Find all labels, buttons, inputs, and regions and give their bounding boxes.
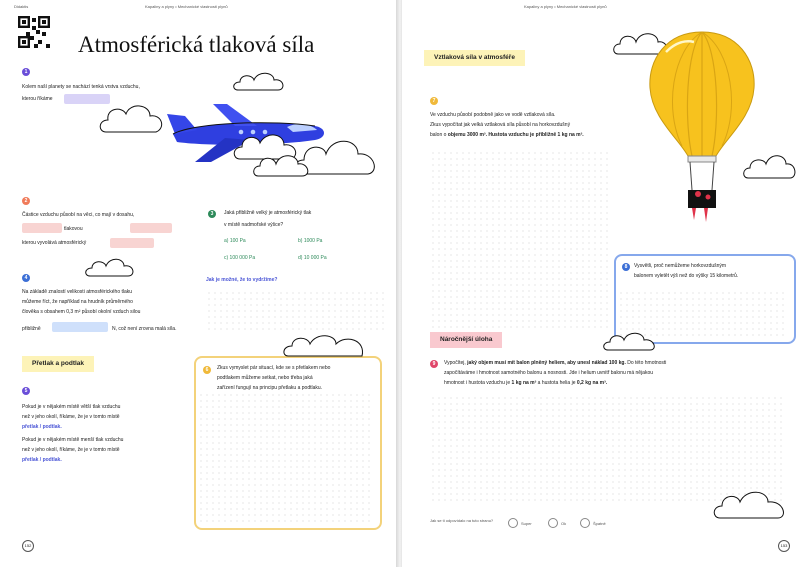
q9-line2: započítáváme i hmotnost samotného balonu a nosnosti. Jde i helium uvnitř balonu má nějakou [444, 370, 654, 376]
q2-line3: kterou vyvolává atmosférický [22, 240, 87, 246]
page-title: Atmosférická tlaková síla [78, 32, 315, 57]
q9-line1 [444, 359, 666, 367]
question-number-8: 8 [622, 263, 630, 271]
q4-line3: člověka s obsahem 0,3 m² působí okolní vzduch silou [22, 309, 141, 315]
rating-ok-label: Ok [561, 520, 567, 526]
qr-code-icon[interactable] [18, 16, 50, 48]
cloud-icon [252, 150, 314, 180]
page-number-right: 153 [778, 540, 790, 552]
q4-line4-end: N, což není zrovna malá síla. [112, 326, 177, 332]
q2-line2: tlakovou [64, 226, 83, 232]
question-number-5: 5 [22, 387, 30, 395]
left-page [0, 0, 398, 567]
q9-air-density: 1 kg na m³ [511, 380, 537, 386]
q2-answer-field-3[interactable] [110, 238, 154, 248]
q4-line1: Na základě znalostí velikosti atmosférického tlaku [22, 289, 133, 295]
q5-p1-line2: než v jeho okolí, říkáme, že je v tomto místě [22, 414, 120, 420]
neutral-face-icon [548, 518, 558, 528]
q4-line4-start: přibližně [22, 326, 41, 332]
q9-line1-c: Do této hmotnosti [627, 360, 667, 366]
question-number-2: 2 [22, 197, 30, 205]
q7-line3 [430, 131, 584, 139]
rating-ok[interactable] [548, 518, 566, 528]
section-heading-harder-task: Náročnější úloha [430, 332, 502, 348]
cloud-icon [712, 486, 792, 522]
q6-writing-area[interactable] [198, 392, 374, 522]
page-header-right: Kapaliny a plyny • Mechanické vlastnosti plynů [524, 4, 607, 9]
publisher-label: Didaktis [14, 4, 29, 9]
sad-face-icon [580, 518, 590, 528]
q8-line2: balonem vyletět výš než do výšky 15 kilometrů. [634, 273, 739, 279]
q3-link[interactable]: Jak je možné, že to vydržíme? [206, 277, 278, 283]
q3-option-b[interactable]: b) 1000 Pa [298, 238, 323, 244]
q2-answer-field-2[interactable] [130, 223, 172, 233]
q9-line1-b: jaký objem musí mít balon plněný heliem, aby unesl náklad 100 kg. [467, 360, 626, 366]
q9-line3-c: a hustota helia je [537, 380, 576, 386]
section-heading-pressure: Přetlak a podtlak [22, 356, 94, 372]
question-number-9: 9 [430, 360, 438, 368]
page-number-left: 152 [22, 540, 34, 552]
question-number-7: 7 [430, 97, 438, 105]
q4-line2: můžeme říct, že například na hrudník průměrného [22, 299, 133, 305]
q6-line3: zařízení fungují na principu přetlaku a podtlaku. [217, 385, 323, 391]
cloud-icon [602, 328, 660, 354]
question-number-6: 6 [203, 366, 211, 374]
question-number-4: 4 [22, 274, 30, 282]
q3-line2: v místě nadmořské výšce? [224, 222, 284, 228]
q3-option-a[interactable]: a) 100 Pa [224, 238, 246, 244]
q1-line1: Kolem naší planety se nachází tenká vrstva vzduchu, [22, 84, 140, 90]
q7-line1: Ve vzduchu působí podobně jako ve vodě vztlaková síla. [430, 112, 556, 118]
rating-super-label: Super [521, 520, 532, 526]
q3-writing-area[interactable] [206, 290, 386, 332]
rating-bad[interactable] [580, 518, 606, 528]
q6-line2: podtlakem můžeme setkat, nebo třeba jaká [217, 375, 313, 381]
q4-answer-field[interactable] [52, 322, 108, 332]
right-page [402, 0, 800, 567]
q7-density: Hustota vzduchu je přibližně 1 kg na m³. [488, 132, 584, 138]
q1-line2: kterou říkáme [22, 96, 53, 102]
smile-icon [508, 518, 518, 528]
q9-helium-density: 0,2 kg na m³. [576, 380, 608, 386]
cloud-icon [98, 96, 168, 138]
rating-super[interactable] [508, 518, 532, 528]
q6-line1: Zkus vymyslet pár situací, kde se s přetlakem nebo [217, 365, 331, 371]
hot-air-balloon-illustration [646, 30, 758, 225]
q5-p2-choice[interactable]: přetlak / podtlak. [22, 457, 62, 463]
q7-volume: objemu 3000 m³. [447, 132, 487, 138]
cloud-icon [232, 68, 288, 94]
section-heading-buoyancy: Vztlaková síla v atmosféře [424, 50, 525, 66]
q5-p2-line2: než v jeho okolí, říkáme, že je v tomto místě [22, 447, 120, 453]
rating-bad-label: Špatně [593, 520, 606, 526]
question-number-3: 3 [208, 210, 216, 218]
rating-question: Jak se ti odpovídalo na tuto stranu? [430, 518, 494, 523]
cloud-icon [282, 330, 370, 360]
q3-option-c[interactable]: c) 100 000 Pa [224, 255, 256, 261]
q9-line1-a: Vypočítej, [444, 360, 466, 366]
q5-p1-line1: Pokud je v nějakém místě větší tlak vzduchu [22, 404, 121, 410]
q5-p1-choice[interactable]: přetlak / podtlak. [22, 424, 62, 430]
q3-line1: Jaká přibližně velký je atmosférický tlak [224, 210, 312, 216]
q2-line1: Částice vzduchu působí na věci, co mají v dosahu, [22, 212, 135, 218]
q7-line3-a: balon o [430, 132, 447, 138]
q8-line1: Vysvětli, proč nemůžeme horkovzdušným [634, 263, 727, 269]
page-header: Kapaliny a plyny • Mechanické vlastnosti plynů [145, 4, 228, 9]
q7-line2: Zkus vypočítat jak velká vztlaková síla působí na horkovzdušný [430, 122, 571, 128]
q3-option-d[interactable]: d) 10 000 Pa [298, 255, 327, 261]
cloud-icon [84, 254, 136, 280]
q2-answer-field-1[interactable] [22, 223, 62, 233]
question-number-1: 1 [22, 68, 30, 76]
q9-line3 [444, 379, 607, 387]
q5-p2-line1: Pokud je v nějakém místě menší tlak vzduchu [22, 437, 124, 443]
q7-writing-area[interactable] [430, 150, 610, 330]
q9-line3-a: hmotnost i hustota vzduchu je [444, 380, 511, 386]
